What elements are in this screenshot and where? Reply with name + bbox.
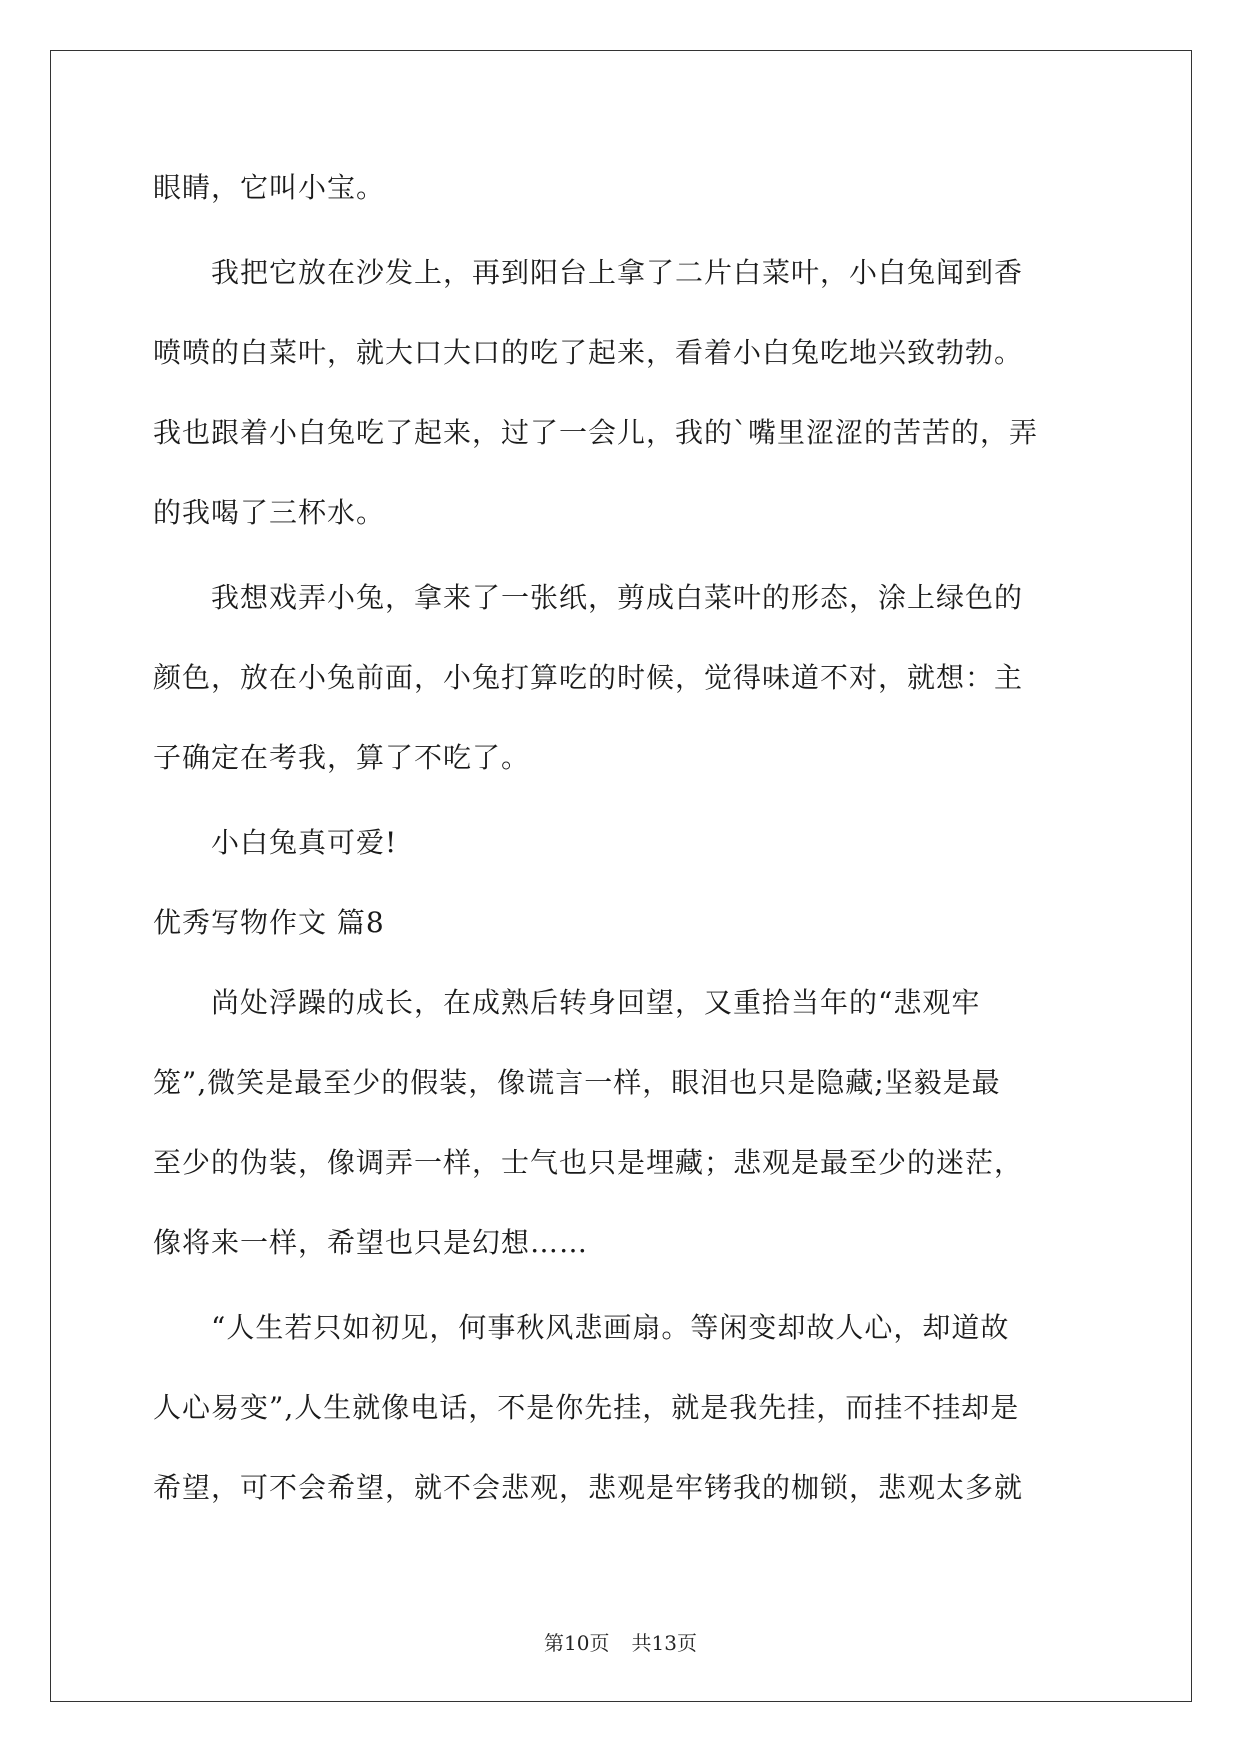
text-line: 人心易变”,人生就像电话，不是你先挂，就是我先挂，而挂不挂却是 xyxy=(153,1391,1020,1424)
section-heading: 优秀写物作文 篇8 xyxy=(153,906,385,939)
text-line: 我想戏弄小兔，拿来了一张纸，剪成白菜叶的形态，涂上绿色的 xyxy=(153,581,1024,614)
text-line: “人生若只如初见，何事秋风悲画扇。等闲变却故人心，却道故 xyxy=(153,1311,1010,1344)
text-line: 眼睛，它叫小宝。 xyxy=(153,171,386,204)
page-border xyxy=(50,50,1192,1702)
text-line: 喷喷的白菜叶，就大口大口的吃了起来，看着小白兔吃地兴致勃勃。 xyxy=(153,336,1024,369)
text-line: 我也跟着小白兔吃了起来，过了一会儿，我的`嘴里涩涩的苦苦的，弄 xyxy=(153,416,1039,449)
text-line: 子确定在考我，算了不吃了。 xyxy=(153,741,531,774)
text-line: 希望，可不会希望，就不会悲观，悲观是牢铐我的枷锁，悲观太多就 xyxy=(153,1471,1024,1504)
text-line: 尚处浮躁的成长，在成熟后转身回望，又重拾当年的“悲观牢 xyxy=(153,986,981,1019)
page-number: 第10页 xyxy=(544,1631,610,1655)
text-line: 颜色，放在小兔前面，小兔打算吃的时候，觉得味道不对，就想：主 xyxy=(153,661,1024,694)
page-footer xyxy=(0,1630,1241,1656)
text-line: 像将来一样，希望也只是幻想…… xyxy=(153,1226,589,1259)
text-line: 的我喝了三杯水。 xyxy=(153,496,386,529)
text-line: 至少的伪装，像调弄一样，士气也只是埋藏；悲观是最至少的迷茫， xyxy=(153,1146,1024,1179)
text-line: 笼”,微笑是最至少的假装，像谎言一样，眼泪也只是隐藏;坚毅是最 xyxy=(153,1066,1001,1099)
page-total: 共13页 xyxy=(631,1631,697,1655)
text-line: 小白兔真可爱! xyxy=(153,826,398,859)
text-line: 我把它放在沙发上，再到阳台上拿了二片白菜叶，小白兔闻到香 xyxy=(153,256,1024,289)
